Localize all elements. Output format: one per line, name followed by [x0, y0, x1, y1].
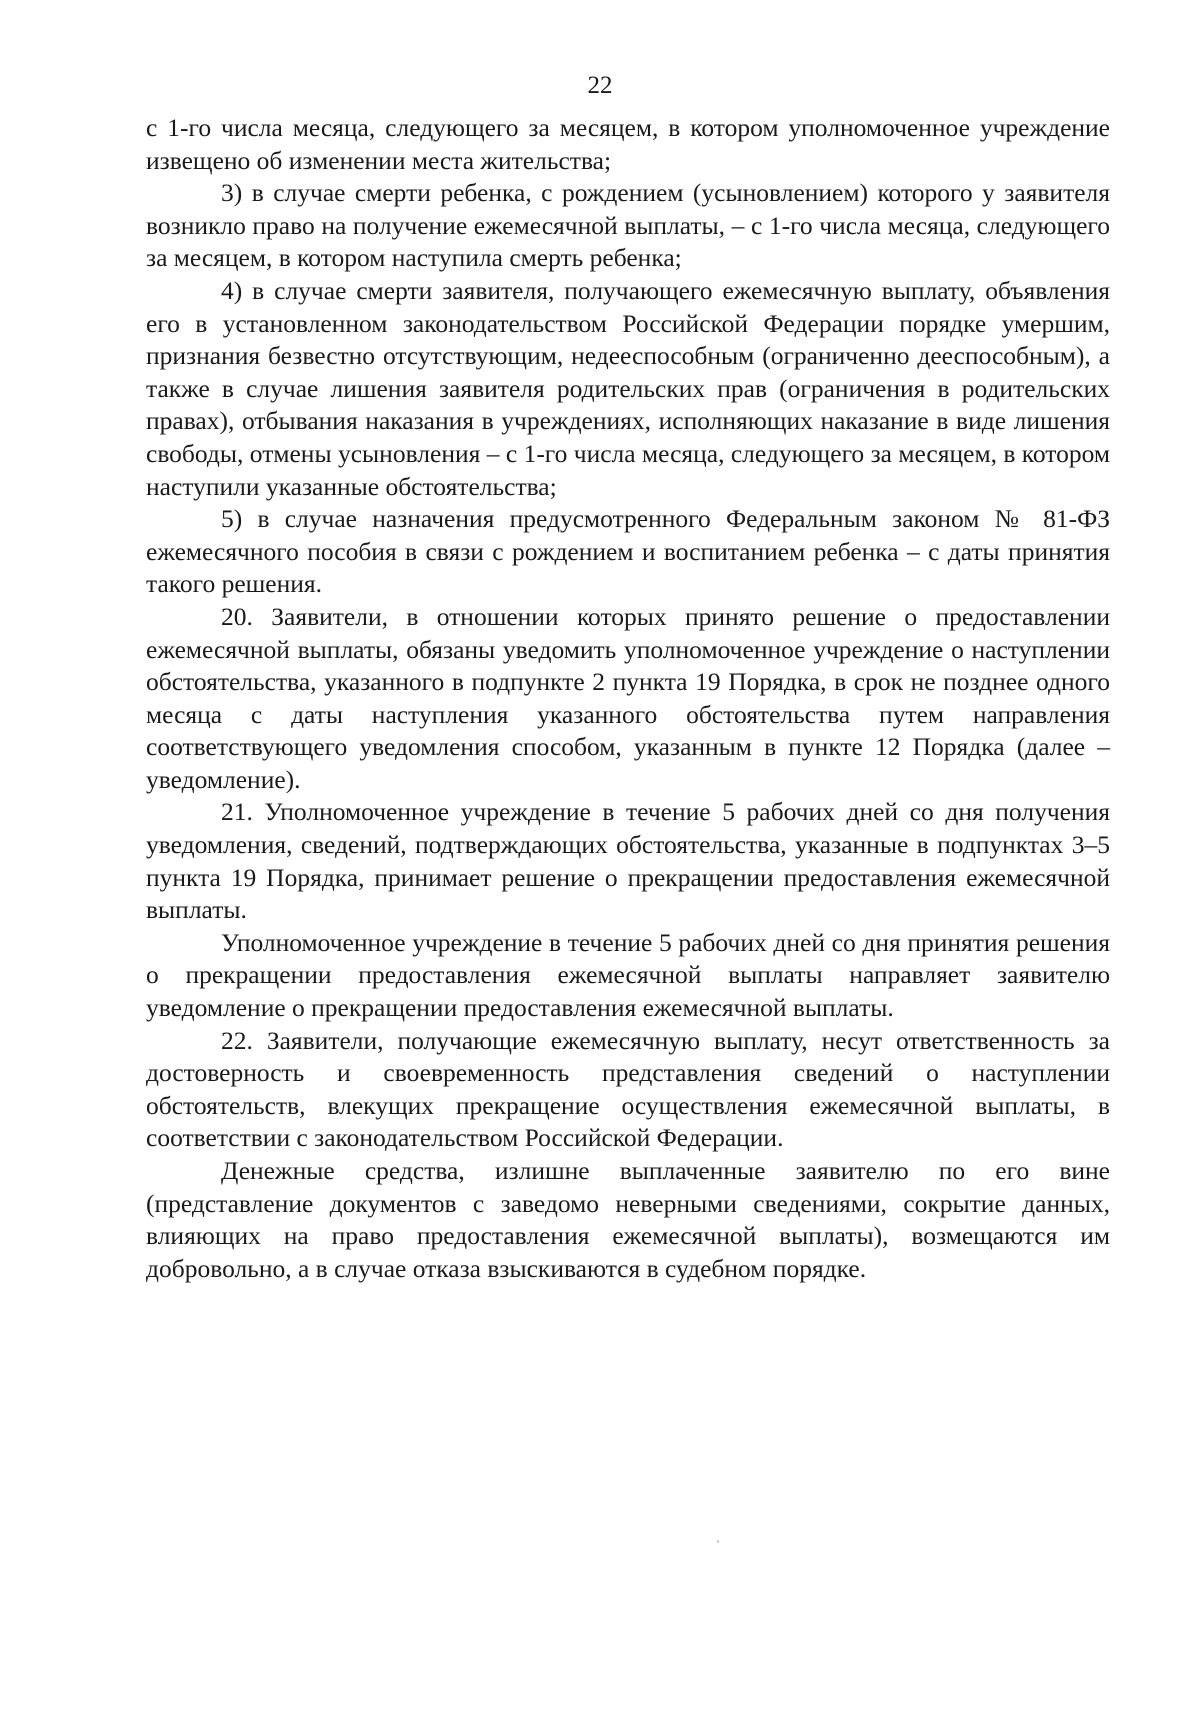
document-body — [146, 112, 1110, 1285]
scan-speck — [717, 1540, 719, 1543]
paragraph-subitem-5: 5) в случае назначения предусмотренного Федеральным законом № 81-ФЗ ежемесячного пособия в связи с рождением и воспитанием ребенка – с даты принятия такого решения. — [146, 504, 1110, 599]
paragraph-clause-21-notice: Уполномоченное учреждение в течение 5 рабочих дней со дня принятия решения о прекращении предоставления ежемесячной выплаты направляет заявителю уведомление о прекращении предоставления ежемесячной выплаты. — [146, 927, 1110, 1023]
paragraph-subitem-3: 3) в случае смерти ребенка, с рождением (усыновлением) которого у заявителя возникло право на получение ежемесячной выплаты, – с 1-го числа месяца, следующего за месяцем, в котором наступила смерть ребенка; — [146, 178, 1110, 273]
paragraph-subitem-4: 4) в случае смерти заявителя, получающего ежемесячную выплату, объявления его в установленном законодательством Российской Федерации порядке умершим, признания безвестно отсутствующим, недееспособным (ограниченно дееспособным), а также в случае лишения заявителя родительских прав (ограничения в родительских правах), отбывания наказания в учреждениях, исполняющих наказание в виде лишения свободы, отмены усыновления – с 1-го числа месяца, следующего за месяцем, в котором наступили указанные обстоятельства; — [146, 275, 1110, 501]
paragraph-clause-21: 21. Уполномоченное учреждение в течение 5 рабочих дней со дня получения уведомления, сведений, подтверждающих обстоятельства, указанные в подпунктах 3–5 пункта 19 Порядка, принимает решение о прекращении предоставления ежемесячной выплаты. — [146, 797, 1110, 925]
paragraph-clause-22: 22. Заявители, получающие ежемесячную выплату, несут ответственность за достоверность и своевременность представления сведений о наступлении обстоятельств, влекущих прекращение осуществления ежемесячной выплаты, в соответствии с законодательством Российской Федерации. — [146, 1025, 1110, 1153]
paragraph-continuation: с 1-го числа месяца, следующего за месяцем, в котором уполномоченное учреждение извещено об изменении места жительства; — [146, 113, 1110, 175]
paragraph-clause-22-refund: Денежные средства, излишне выплаченные заявителю по его вине (представление документов с заведомо неверными сведениями, сокрытие данных, влияющих на право предоставления ежемесячной выплаты), возмещаются им добровольно, а в случае отказа взыскиваются в судебном порядке. — [146, 1156, 1110, 1283]
paragraph-clause-20: 20. Заявители, в отношении которых принято решение о предоставлении ежемесячной выплаты, обязаны уведомить уполномоченное учреждение о наступлении обстоятельства, указанного в подпункте 2 пункта 19 Порядка, в срок не позднее одного месяца с даты наступления указанного обстоятельства путем направления соответствующего уведомления способом, указанным в пункте 12 Порядка (далее – уведомление). — [146, 601, 1110, 794]
page-number: 22 — [587, 72, 613, 99]
